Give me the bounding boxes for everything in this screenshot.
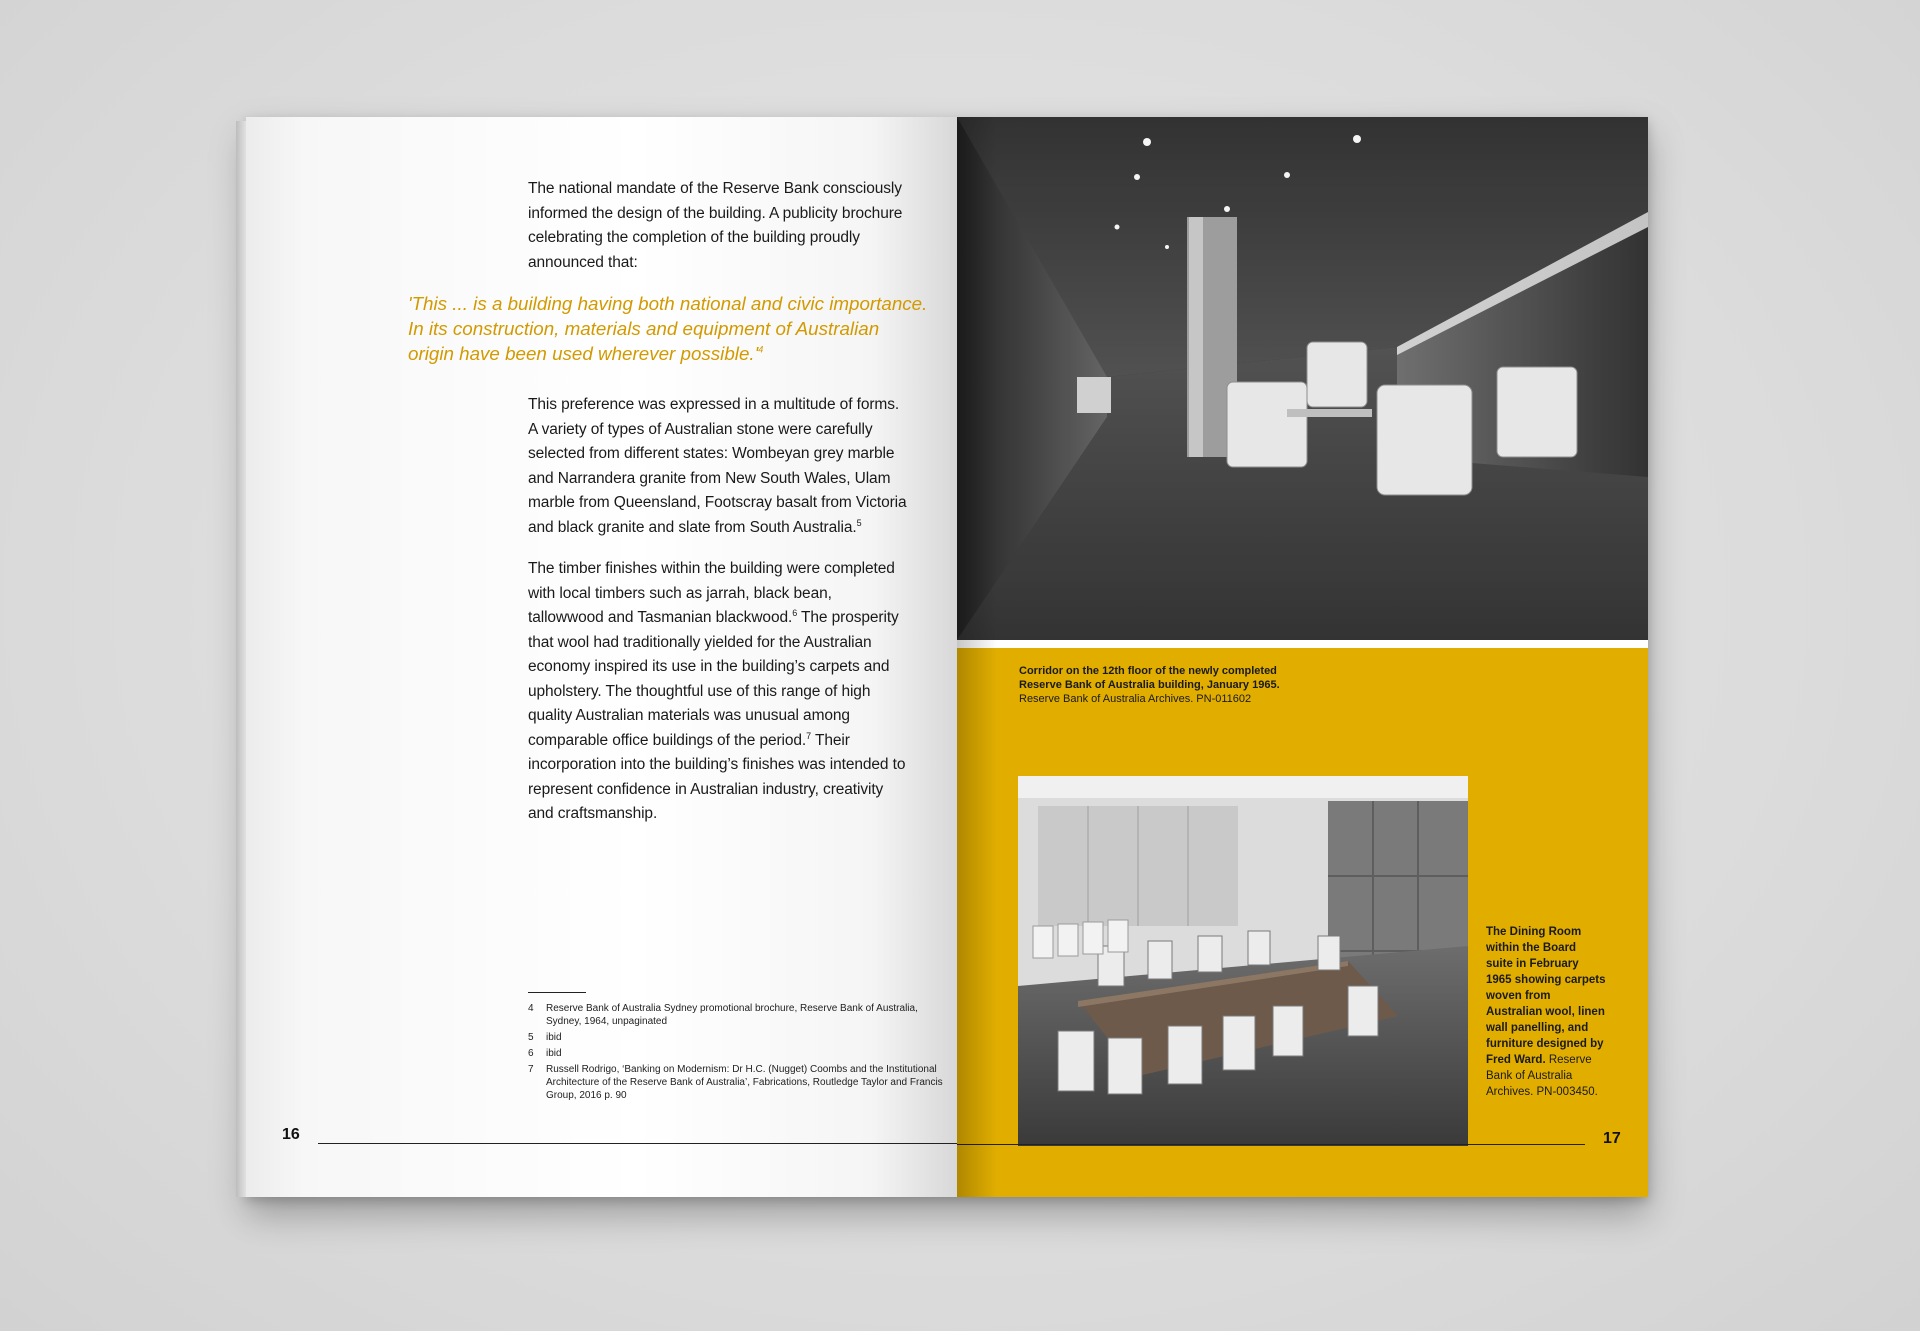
pull-quote — [408, 291, 928, 366]
dining-room-caption-source: Reserve Bank of Australia Archives. PN-003450. — [1486, 1054, 1598, 1098]
footer-rule-right — [957, 1144, 1585, 1145]
page-number-right: 17 — [1603, 1130, 1621, 1147]
timber-paragraph — [528, 557, 908, 827]
footnote-text: Russell Rodrigo, ‘Banking on Modernism: Dr H.C. (Nugget) Coombs and the Institutional Architecture of the Reserve Bank of Australia’, Fabrications, Routledge Taylor and Francis Group, 2016 p. 90 — [546, 1064, 943, 1101]
corridor-photo — [957, 117, 1648, 640]
dining-room-photo — [1018, 776, 1468, 1146]
footnote-item — [528, 1002, 948, 1028]
footer-rule-left — [318, 1143, 957, 1144]
right-page — [957, 117, 1648, 1197]
timber-footnote-ref-b: 7 — [806, 730, 812, 741]
stone-paragraph — [528, 393, 908, 540]
footnote-item — [528, 1063, 948, 1102]
dining-room-caption — [1486, 924, 1606, 1100]
pull-quote-text: 'This ... is a building having both national and civic importance. In its construction, materials and equipment of Australian origin have been used wherever possible.' — [408, 293, 928, 364]
footnote-item — [528, 1047, 948, 1060]
photo-border-strip — [957, 640, 1648, 648]
quote-footnote-ref: 4 — [758, 344, 764, 355]
corridor-caption-source: Reserve Bank of Australia Archives. PN-011602 — [1019, 693, 1252, 705]
stone-footnote-ref: 5 — [856, 517, 862, 528]
footnote-text: Reserve Bank of Australia Sydney promotional brochure, Reserve Bank of Australia, Sydney, 1964, unpaginated — [546, 1003, 918, 1027]
footnote-number: 6 — [528, 1048, 534, 1059]
dining-room-illustration — [1018, 776, 1468, 1146]
page-edge — [236, 121, 246, 1197]
footnote-text: ibid — [546, 1048, 562, 1059]
footnote-text: ibid — [546, 1032, 562, 1043]
intro-paragraph: The national mandate of the Reserve Bank consciously informed the design of the building. A publicity brochure celebrating the completion of the building proudly announced that: — [528, 180, 903, 271]
page-number-left: 16 — [282, 1126, 300, 1143]
corridor-caption-title: Corridor on the 12th floor of the newly completed Reserve Bank of Australia building, January 1965. — [1019, 665, 1280, 691]
timber-paragraph-text-a: The timber finishes within the building were completed with local timbers such as jarrah, black bean, tallowwood and Tasmanian blackwood. — [528, 560, 895, 626]
corridor-illustration — [957, 117, 1648, 640]
footnotes — [528, 1002, 948, 1105]
timber-footnote-ref-a: 6 — [792, 607, 798, 618]
footnote-divider — [528, 992, 586, 993]
footnote-number: 4 — [528, 1003, 534, 1014]
timber-paragraph-text-c: Their incorporation into the building’s finishes was intended to represent confidence in Australian industry, creativity and craftsmanship. — [528, 731, 906, 822]
dining-room-caption-title: The Dining Room within the Board suite in February 1965 showing carpets woven from Australian wool, linen wall panelling, and furniture designed by Fred Ward. — [1486, 926, 1606, 1066]
footnote-number: 5 — [528, 1032, 534, 1043]
left-page — [246, 117, 957, 1197]
stone-paragraph-text: This preference was expressed in a multitude of forms. A variety of types of Australian stone were carefully selected from different states: Wombeyan grey marble and Narrandera granite from New South Wales, Ulam marble from Queensland, Footscray basalt from Victoria and black granite and slate from South Australia. — [528, 396, 907, 536]
timber-paragraph-text-b: The prosperity that wool had traditionally yielded for the Australian economy inspired its use in the building’s carpets and upholstery. The thoughtful use of this range of high quality Australian materials was unusual among comparable office buildings of the period. — [528, 609, 899, 749]
footnote-number: 7 — [528, 1064, 534, 1075]
footnote-item — [528, 1031, 948, 1044]
brochure-spread — [246, 117, 1648, 1197]
corridor-caption — [1019, 664, 1319, 706]
